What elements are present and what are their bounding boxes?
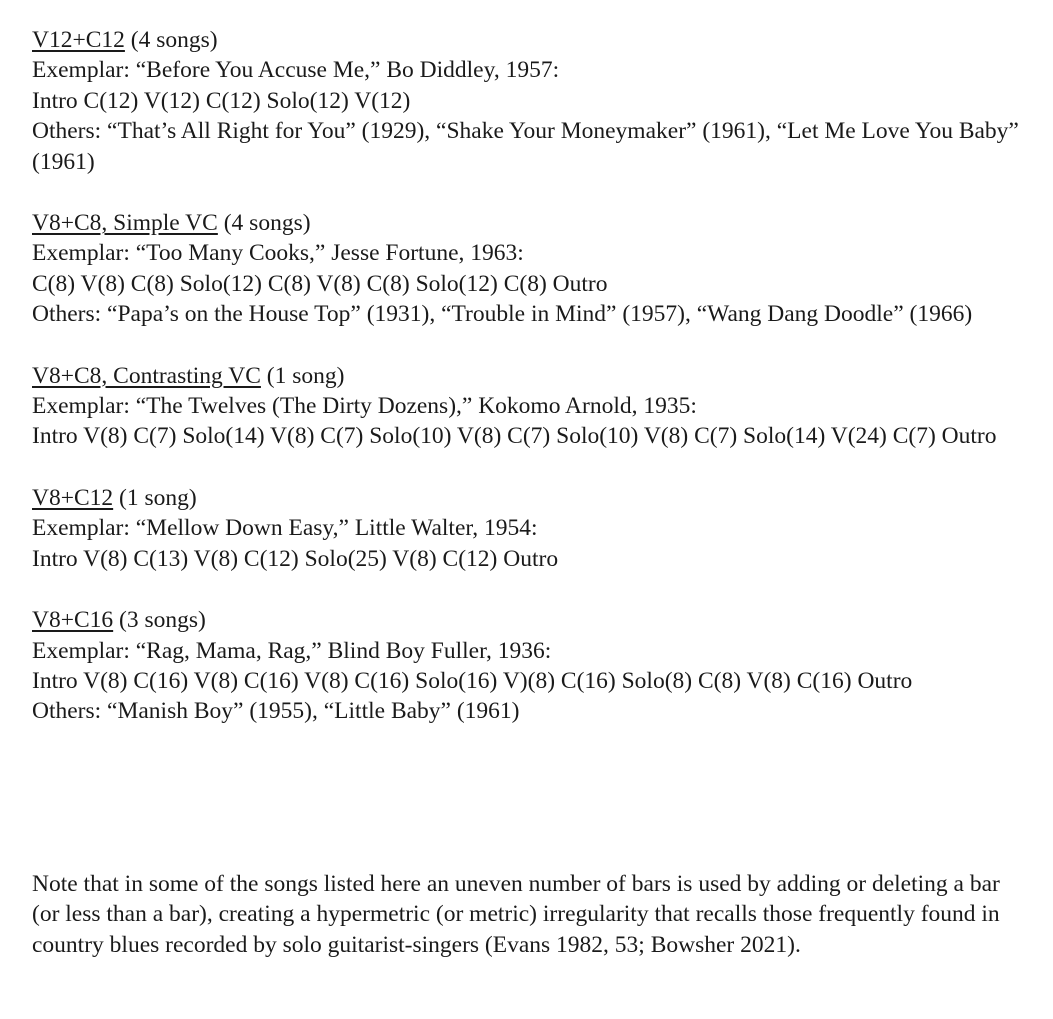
song-count: (1 song)	[260, 362, 345, 389]
form-sequence: Intro V(8) C(13) V(8) C(12) Solo(25) V(8) C(12) Outro	[32, 545, 559, 572]
song-count: (1 song)	[113, 484, 197, 511]
form-section-v8-c8-simple	[32, 208, 1022, 330]
section-title: V8+C8, Simple VC	[32, 210, 218, 237]
song-count: (4 songs)	[217, 210, 311, 237]
section-heading	[32, 208, 1022, 238]
section-title: V8+C12	[32, 484, 114, 511]
section-heading	[32, 361, 1022, 391]
section-title: V8+C16	[32, 607, 114, 634]
section-heading	[32, 605, 1022, 635]
form-section-v8-c12	[32, 483, 1022, 574]
section-title: V8+C8, Contrasting VC	[32, 362, 261, 389]
others-line: Others: “Papa’s on the House Top” (1931), “Trouble in Mind” (1957), “Wang Dang Doodle” (1966)	[32, 301, 973, 328]
form-sequence: Intro V(8) C(16) V(8) C(16) V(8) C(16) Solo(16) V)(8) C(16) Solo(8) C(8) V(8) C(16) Outro	[32, 667, 913, 694]
form-sequence: C(8) V(8) C(8) Solo(12) C(8) V(8) C(8) Solo(12) C(8) Outro	[32, 270, 608, 297]
section-heading	[32, 483, 1022, 513]
others-line: Others: “That’s All Right for You” (1929), “Shake Your Moneymaker” (1961), “Let Me Love You Baby” (1961)	[32, 118, 1019, 175]
form-section-v8-c8-contrasting	[32, 361, 1022, 452]
document-body	[32, 25, 1022, 758]
form-section-v12-c12	[32, 25, 1022, 177]
others-line: Others: “Manish Boy” (1955), “Little Baby” (1961)	[32, 698, 520, 725]
song-count: (4 songs)	[124, 27, 218, 53]
exemplar-line: Exemplar: “Before You Accuse Me,” Bo Diddley, 1957:	[32, 57, 560, 84]
exemplar-line: Exemplar: “Rag, Mama, Rag,” Blind Boy Fuller, 1936:	[32, 637, 552, 664]
closing-note: Note that in some of the songs listed here an uneven number of bars is used by adding or deleting a bar (or less than a bar), creating a hypermetric (or metric) irregularity that recalls those frequently found in country blues recorded by solo guitarist-singers (Evans 1982, 53; Bowsher 2021).	[32, 871, 1000, 958]
form-section-v8-c16	[32, 605, 1022, 727]
exemplar-line: Exemplar: “Too Many Cooks,” Jesse Fortune, 1963:	[32, 240, 524, 267]
exemplar-line: Exemplar: “The Twelves (The Dirty Dozens),” Kokomo Arnold, 1935:	[32, 393, 697, 420]
song-count: (3 songs)	[113, 607, 206, 634]
form-sequence: Intro C(12) V(12) C(12) Solo(12) V(12)	[32, 87, 411, 114]
exemplar-line: Exemplar: “Mellow Down Easy,” Little Walter, 1954:	[32, 515, 538, 542]
section-title: V12+C12	[32, 27, 125, 53]
form-sequence: Intro V(8) C(7) Solo(14) V(8) C(7) Solo(10) V(8) C(7) Solo(10) V(8) C(7) Solo(14) V(24) C(7) Outro	[32, 423, 997, 450]
section-heading	[32, 25, 1022, 55]
